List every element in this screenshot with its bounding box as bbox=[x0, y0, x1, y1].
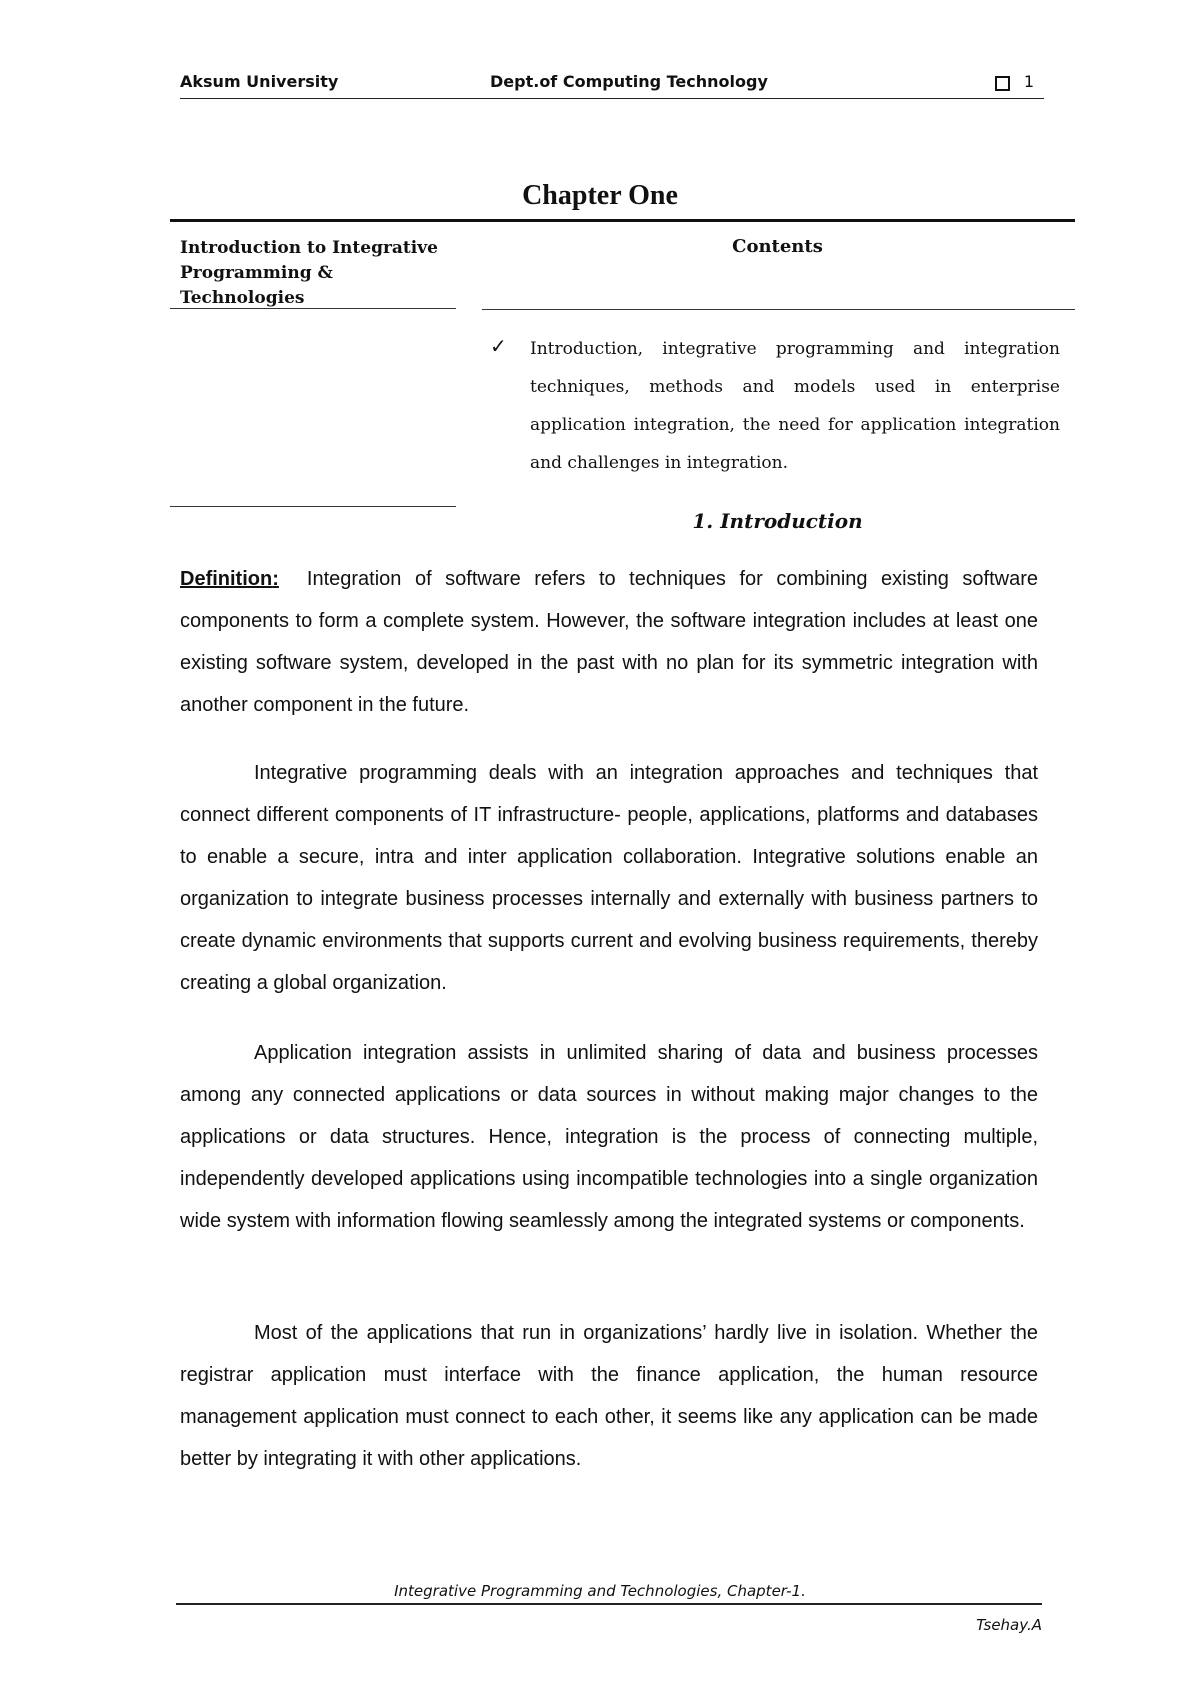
definition-label bbox=[180, 568, 279, 590]
chapter-title-rule bbox=[170, 219, 1075, 222]
paragraph-application-integration: Application integration assists in unlimited sharing of data and business processes among any connected applications or data sources in without making major changes to the applications or data structures. Hence, integration is the process of connecting multiple, independently developed applications using incompatible technologies into a single organization wide system with information flowing seamlessly among the integrated systems or components. bbox=[180, 1042, 1038, 1232]
paragraph-applications-isolation: Most of the applications that run in organizations’ hardly live in isolation. Whether the registrar application must interface with the finance application, the human resource management application must connect to each other, it seems like any application can be made better by integrating it with other applications. bbox=[180, 1322, 1038, 1470]
definition-paragraph bbox=[180, 558, 1038, 726]
side-divider-bottom bbox=[170, 506, 456, 507]
page-number: 1 bbox=[1023, 72, 1034, 91]
university-name: Aksum University bbox=[180, 72, 339, 91]
contents-divider bbox=[482, 309, 1075, 310]
page-header bbox=[180, 72, 1044, 99]
definition-label-text: Definition bbox=[180, 568, 273, 590]
definition-colon: : bbox=[272, 568, 279, 590]
chapter-title: Chapter One bbox=[522, 180, 678, 211]
contents-item: Introduction, integrative programming and integration techniques, methods and models used in enterprise application integration, the need for application integration and challenges in integration. bbox=[530, 339, 1060, 473]
footer-title: Integrative Programming and Technologies, Chapter-1. bbox=[394, 1582, 806, 1600]
side-divider-top bbox=[170, 308, 456, 309]
chapter-side-title: Introduction to Integrative Programming & Technologies bbox=[180, 238, 438, 308]
paragraph-integrative-programming: Integrative programming deals with an integration approaches and techniques that connect different components of IT infrastructure- people, applications, platforms and databases to enable a secure, intra and inter application collaboration. Integrative solutions enable an organization to integrate business processes internally and externally with business partners to create dynamic environments that supports current and evolving business requirements, thereby creating a global organization. bbox=[180, 762, 1038, 994]
department-name: Dept.of Computing Technology bbox=[490, 72, 768, 91]
definition-text: Integration of software refers to techniques for combining existing software components to form a complete system. However, the software integration includes at least one existing software system, developed in the past with no plan for its symmetric integration with another component in the future. bbox=[180, 568, 1038, 716]
checkbox-square-icon bbox=[995, 76, 1010, 91]
section-heading: 1. Introduction bbox=[692, 509, 863, 533]
checkmark-icon: ✓ bbox=[490, 334, 507, 358]
footer-rule bbox=[176, 1603, 1042, 1605]
footer-author: Tsehay.A bbox=[976, 1616, 1042, 1634]
contents-heading: Contents bbox=[732, 236, 823, 257]
